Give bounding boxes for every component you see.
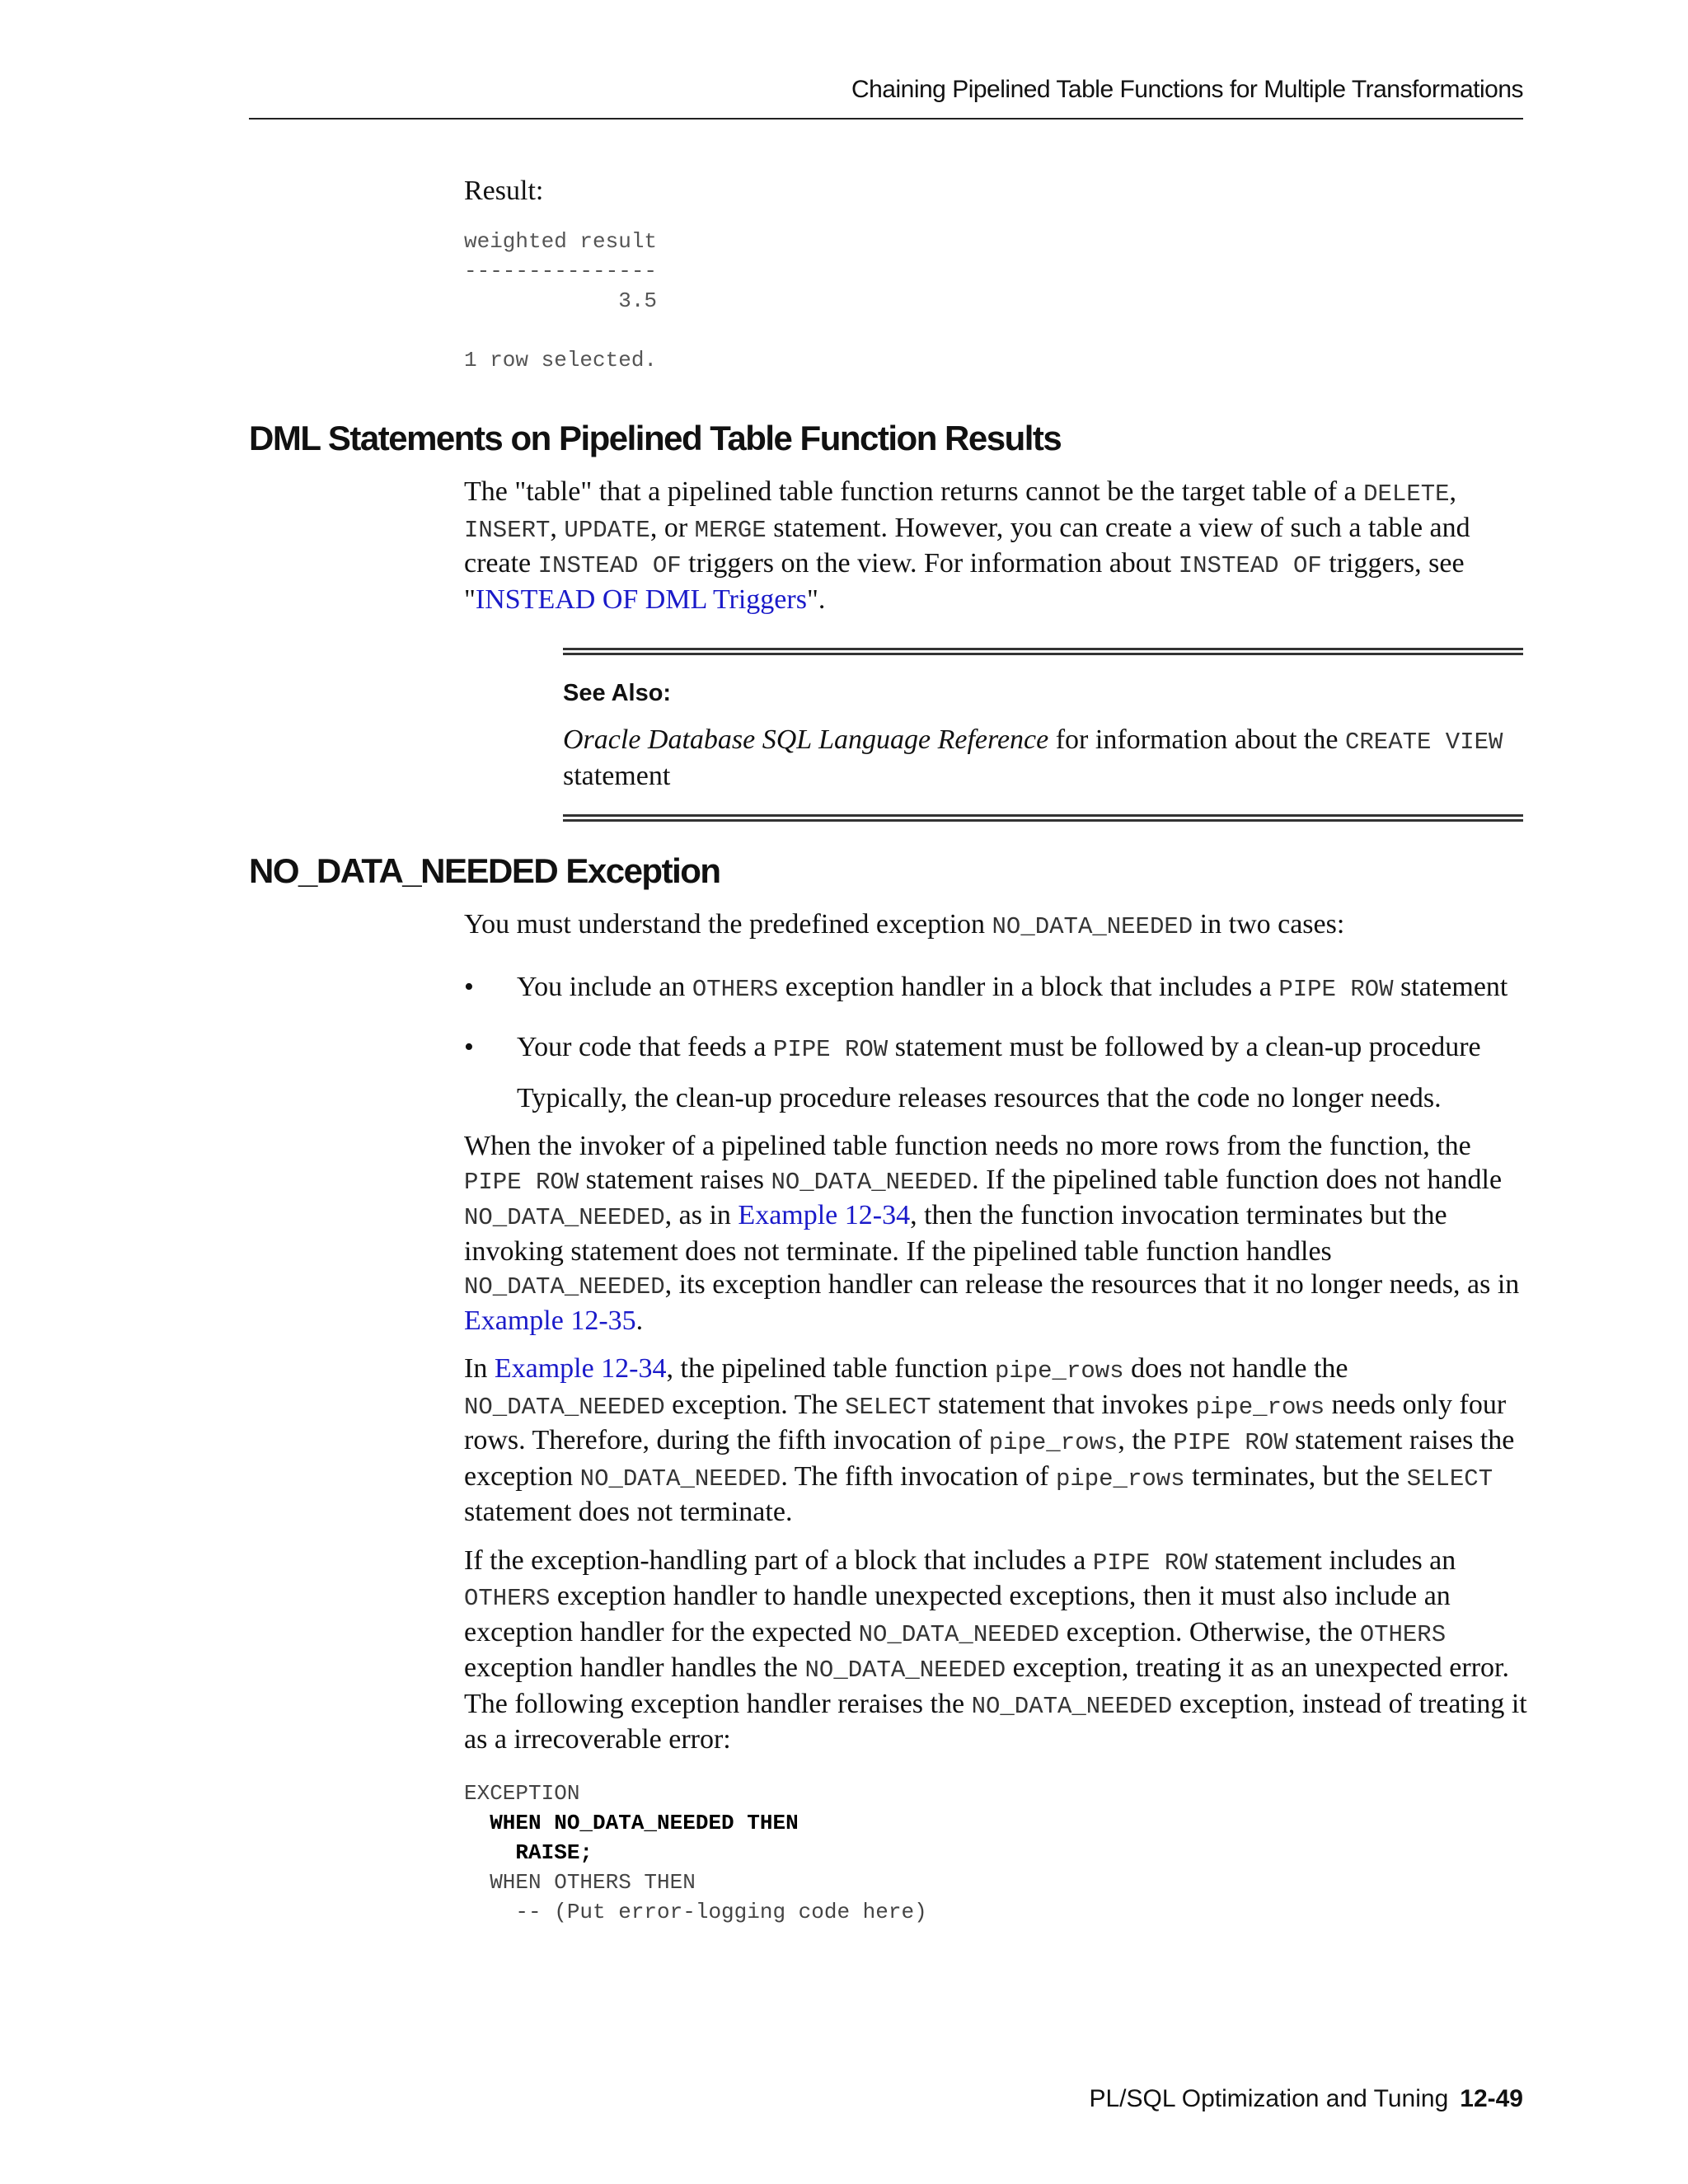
code-run: pipe_rows: [1055, 1465, 1185, 1493]
page-footer: [249, 2085, 1523, 2113]
code-run: NO_DATA_NEEDED: [464, 1393, 665, 1421]
code-run: OTHERS: [692, 975, 779, 1003]
text-run: needs only four rows. Therefore, during the fifth invocation of: [464, 1389, 1507, 1455]
text-run: When the invoker of a pipelined table function needs no more rows from the function, the: [464, 1131, 1471, 1161]
see-also-text: [563, 724, 1523, 793]
text-run: exception. The: [664, 1389, 846, 1420]
text-run: The "table" that a pipelined table function returns cannot be the target table of a: [464, 476, 1364, 507]
code-run: PIPE ROW: [772, 1036, 889, 1063]
code-line: WHEN OTHERS THEN: [464, 1869, 696, 1895]
code-run: NO_DATA_NEEDED: [771, 1168, 973, 1196]
code-run: pipe_rows: [994, 1357, 1124, 1385]
text-run: , as in: [664, 1200, 738, 1230]
code-run: NO_DATA_NEEDED: [464, 1273, 665, 1301]
text-run: , the pipelined table function: [666, 1353, 995, 1384]
see-also-top-rule: [563, 648, 1523, 655]
example-12-34-link[interactable]: Example 12-34: [494, 1353, 667, 1384]
text-run: , its exception handler can release the resources that it no longer needs, as in: [664, 1269, 1520, 1300]
exception-code-example: [464, 1779, 1527, 1927]
code-run: SELECT: [1406, 1465, 1493, 1493]
text-run: terminates, but the: [1184, 1460, 1407, 1492]
text-run: You must understand the predefined exception: [464, 909, 992, 940]
text-run: exception handler handles the: [464, 1652, 805, 1683]
code-run: SELECT: [845, 1393, 931, 1421]
code-run: NO_DATA_NEEDED: [579, 1465, 781, 1493]
code-run: NO_DATA_NEEDED: [858, 1620, 1060, 1648]
code-run: NO_DATA_NEEDED: [971, 1692, 1173, 1720]
dml-paragraph: [464, 476, 1527, 616]
code-run: PIPE ROW: [464, 1168, 579, 1196]
text-run: . If the pipelined table function does not handle: [972, 1164, 1503, 1195]
code-run: CREATE VIEW: [1344, 729, 1503, 756]
text-run: . The fifth invocation of: [781, 1460, 1056, 1492]
code-line: EXCEPTION: [464, 1780, 580, 1806]
header-rule: [249, 118, 1523, 120]
see-also-title: See Also:: [563, 680, 672, 706]
text-run: You include an: [517, 971, 692, 1002]
code-line: -- (Put error-logging code here): [464, 1899, 927, 1924]
code-run: PIPE ROW: [1278, 975, 1394, 1003]
list-item: [464, 1031, 1527, 1115]
text-run: does not handle the: [1123, 1353, 1348, 1384]
page-number: 12-49: [1460, 2085, 1523, 2112]
text-run: exception. Otherwise, the: [1059, 1616, 1360, 1647]
code-run: NO_DATA_NEEDED: [804, 1657, 1006, 1684]
bullet-icon: •: [464, 971, 474, 1002]
code-run: OTHERS: [1359, 1620, 1447, 1648]
text-run: for information about the: [1048, 724, 1345, 755]
code-run: MERGE: [694, 516, 767, 544]
ndn-intro: [464, 908, 1527, 944]
text-run: statement must be followed by a clean-up procedure: [888, 1032, 1481, 1062]
result-block: [464, 175, 1519, 375]
code-run: NO_DATA_NEEDED: [992, 913, 1193, 940]
text-run: statement. However, you can create a view of such a table and create: [464, 512, 1470, 579]
code-run: PIPE ROW: [1173, 1429, 1288, 1456]
text-run: in two cases:: [1193, 909, 1345, 940]
text-run: exception handler in a block that includes a: [778, 971, 1279, 1002]
bullet-text: [517, 971, 1527, 1007]
text-run: , the: [1118, 1425, 1174, 1455]
text-run: statement includes an: [1207, 1544, 1456, 1576]
example-12-35-link[interactable]: Example 12-35: [464, 1305, 636, 1336]
code-run: pipe_rows: [1195, 1393, 1325, 1421]
text-run: statement does not terminate.: [464, 1497, 793, 1527]
text-run: .: [635, 1305, 644, 1336]
dml-paragraph-text: [464, 476, 1527, 616]
ndn-section-heading: NO_DATA_NEEDED Exception: [249, 851, 720, 890]
code-run: NO_DATA_NEEDED: [464, 1204, 665, 1231]
running-header: Chaining Pipelined Table Functions for Multiple Transformations: [851, 76, 1523, 103]
ndn-paragraph-2: [464, 1352, 1527, 1530]
text-run: statement: [563, 760, 671, 791]
dml-section-heading: DML Statements on Pipelined Table Function Results: [249, 419, 1062, 457]
text-run: triggers on the view. For information about: [681, 548, 1179, 579]
text-run: ,: [1449, 476, 1457, 507]
instead-of-dml-triggers-link[interactable]: INSTEAD OF DML Triggers: [475, 583, 807, 615]
code-run: DELETE: [1363, 480, 1450, 508]
text-run: statement: [1393, 971, 1508, 1002]
text-run: Your code that feeds a: [517, 1032, 773, 1062]
example-12-34-link[interactable]: Example 12-34: [738, 1200, 911, 1230]
result-label: Result:: [464, 176, 544, 206]
text-run: exception, treating it as an unexpected error. The following exception handler reraises the: [464, 1652, 1509, 1719]
text-run: ".: [806, 583, 826, 615]
code-line-bold: WHEN NO_DATA_NEEDED THEN: [464, 1810, 799, 1835]
see-also-bottom-rule: [563, 814, 1523, 822]
ndn-body: [464, 908, 1527, 1927]
text-run: , or: [649, 512, 695, 543]
ndn-paragraph-3: [464, 1544, 1527, 1757]
text-run: triggers, see ": [464, 548, 1465, 615]
code-run: OTHERS: [464, 1585, 551, 1612]
text-run: statement raises the exception: [464, 1425, 1515, 1492]
book-title: Oracle Database SQL Language Reference: [563, 724, 1049, 755]
text-run: exception, instead of treating it as a irrecoverable error:: [464, 1688, 1527, 1755]
bullet-icon: •: [464, 1032, 474, 1062]
code-line-bold: RAISE;: [464, 1840, 593, 1865]
text-run: If the exception-handling part of a block that includes a: [464, 1544, 1093, 1576]
code-run: PIPE ROW: [1092, 1549, 1208, 1577]
code-run: pipe_rows: [988, 1429, 1118, 1456]
list-item: [464, 971, 1527, 1007]
footer-book-title: PL/SQL Optimization and Tuning: [1089, 2085, 1449, 2112]
text-run: exception handler to handle unexpected exceptions, then it must also include an exception handler for the expected: [464, 1581, 1451, 1647]
ndn-paragraph-1: [464, 1130, 1527, 1338]
text-run: In: [464, 1353, 495, 1384]
see-also-box: [563, 648, 1523, 822]
text-run: ,: [550, 512, 565, 543]
text-run: , then the function invocation terminates but the invoking statement does not terminate. If the pipelined table function handles: [464, 1200, 1447, 1267]
code-run: INSTEAD OF: [537, 552, 682, 579]
code-run: UPDATE: [564, 516, 650, 544]
bullet-note: Typically, the clean-up procedure releases resources that the code no longer needs.: [517, 1082, 1442, 1113]
bullet-text: [517, 1031, 1527, 1067]
result-code: weighted result --------------- 3.5 1 row selected.: [464, 228, 658, 373]
code-run: INSTEAD OF: [1178, 552, 1322, 579]
code-run: INSERT: [464, 516, 551, 544]
text-run: statement that invokes: [931, 1389, 1196, 1420]
text-run: statement raises: [579, 1164, 771, 1195]
